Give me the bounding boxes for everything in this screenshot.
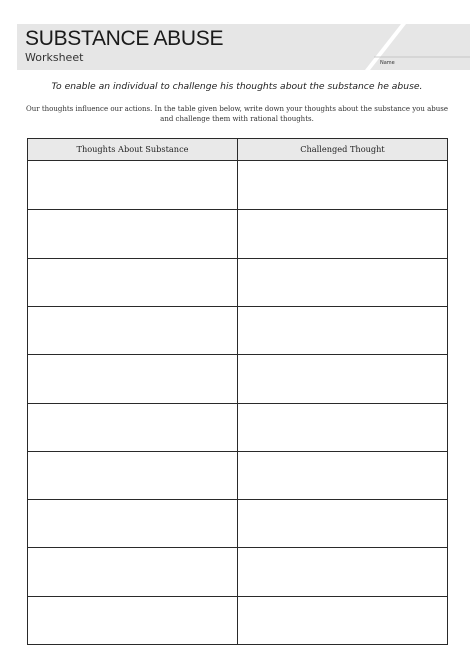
thought-cell[interactable] xyxy=(28,548,237,595)
challenged-thought-cell[interactable] xyxy=(238,259,447,306)
thought-cell[interactable] xyxy=(28,452,237,499)
column-header-thoughts: Thoughts About Substance xyxy=(76,144,189,154)
challenged-thought-cell[interactable] xyxy=(238,404,447,451)
thought-cell[interactable] xyxy=(28,161,237,209)
name-field-label: Name xyxy=(380,60,395,66)
thought-cell[interactable] xyxy=(28,404,237,451)
challenged-thought-cell[interactable] xyxy=(238,161,447,209)
challenged-thought-cell[interactable] xyxy=(238,210,447,257)
objective-text: To enable an individual to challenge his thoughts about the substance he abuse. xyxy=(51,81,423,92)
challenged-thought-cell[interactable] xyxy=(238,500,447,547)
column-header-challenged: Challenged Thought xyxy=(300,144,385,154)
instructions-line: and challenge them with rational thoughts. xyxy=(160,115,314,123)
challenged-thought-cell[interactable] xyxy=(238,452,447,499)
challenged-thought-cell[interactable] xyxy=(238,597,447,644)
column-divider xyxy=(237,139,238,644)
challenged-thought-cell[interactable] xyxy=(238,355,447,402)
instructions-line: Our thoughts influence our actions. In the table given below, write down your thoughts about the substance you abuse xyxy=(26,105,448,113)
thought-cell[interactable] xyxy=(28,259,237,306)
thought-cell[interactable] xyxy=(28,210,237,257)
challenged-thought-cell[interactable] xyxy=(238,548,447,595)
thought-cell[interactable] xyxy=(28,597,237,644)
challenged-thought-cell[interactable] xyxy=(238,307,447,354)
worksheet-title: SUBSTANCE ABUSE xyxy=(25,27,224,50)
instructions-text xyxy=(22,104,452,124)
thought-table xyxy=(27,138,448,645)
thought-cell[interactable] xyxy=(28,500,237,547)
worksheet-subtitle: Worksheet xyxy=(25,51,84,64)
thought-cell[interactable] xyxy=(28,355,237,402)
thought-cell[interactable] xyxy=(28,307,237,354)
worksheet-header xyxy=(17,24,470,70)
